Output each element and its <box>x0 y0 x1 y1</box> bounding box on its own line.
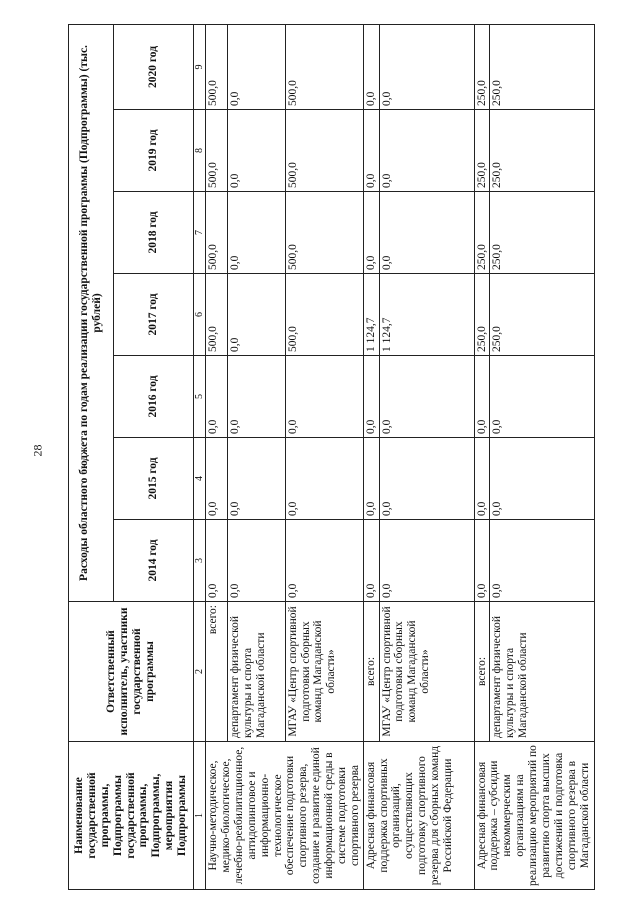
page-number: 28 <box>30 444 45 457</box>
header-year: 2018 год <box>114 192 194 274</box>
value-cell: 0,0 <box>490 438 595 520</box>
value-cell: 500,0 <box>285 192 363 274</box>
value-cell: 500,0 <box>206 192 228 274</box>
value-cell: 0,0 <box>206 520 228 602</box>
rotated-page-content <box>68 25 638 890</box>
budget-table <box>68 24 595 890</box>
executor-cell: всего: <box>363 602 379 742</box>
value-cell: 0,0 <box>363 438 379 520</box>
column-number: 9 <box>194 24 206 109</box>
value-cell: 500,0 <box>206 274 228 356</box>
header-executor: Ответственный исполнитель, участники государственной программы <box>69 602 194 742</box>
value-cell: 250,0 <box>474 110 490 192</box>
value-cell: 0,0 <box>228 24 286 109</box>
value-cell: 0,0 <box>228 192 286 274</box>
header-year: 2020 год <box>114 24 194 109</box>
value-cell: 1 124,7 <box>379 274 474 356</box>
value-cell: 0,0 <box>363 24 379 109</box>
value-cell: 0,0 <box>379 24 474 109</box>
program-name-cell: Научно-методическое, медико-биологическое, лечебно-реабилитационное, антидопинговое и информационно-технологическое обеспечение подготовки спортивного резерва, создание и развитие единой информационной среды в системе подготовки спортивного резерва <box>206 742 364 890</box>
program-name-cell: Адресная финансовая поддержка – субсидии некоммерческим организациям на реализацию мероприятий по развитию спорта высших достижений и подготовка спортивного резерва в Магаданской области <box>474 742 595 890</box>
value-cell: 250,0 <box>474 24 490 109</box>
value-cell: 500,0 <box>285 110 363 192</box>
value-cell: 500,0 <box>206 110 228 192</box>
header-budget-group: Расходы областного бюджета по годам реализации государственной программы (Подпрограммы) (тыс. рублей) <box>69 24 114 601</box>
header-year: 2015 год <box>114 438 194 520</box>
value-cell: 0,0 <box>285 438 363 520</box>
value-cell: 500,0 <box>285 24 363 109</box>
value-cell: 250,0 <box>490 24 595 109</box>
executor-cell: всего: <box>474 602 490 742</box>
header-year: 2019 год <box>114 110 194 192</box>
column-number: 8 <box>194 110 206 192</box>
value-cell: 0,0 <box>379 110 474 192</box>
column-number: 4 <box>194 438 206 520</box>
value-cell: 250,0 <box>490 110 595 192</box>
value-cell: 500,0 <box>285 274 363 356</box>
program-name-cell: Адресная финансовая поддержка спортивных организаций, осуществляющих подготовку спортивного резерва для сборных команд Российской Федерации <box>363 742 474 890</box>
value-cell: 0,0 <box>490 520 595 602</box>
value-cell: 0,0 <box>474 438 490 520</box>
value-cell: 0,0 <box>490 356 595 438</box>
header-year: 2014 год <box>114 520 194 602</box>
column-number: 3 <box>194 520 206 602</box>
value-cell: 0,0 <box>228 356 286 438</box>
value-cell: 0,0 <box>379 356 474 438</box>
value-cell: 0,0 <box>474 520 490 602</box>
column-number: 5 <box>194 356 206 438</box>
value-cell: 500,0 <box>206 24 228 109</box>
table-row <box>474 24 490 889</box>
executor-cell: всего: <box>206 602 228 742</box>
value-cell: 0,0 <box>228 438 286 520</box>
value-cell: 250,0 <box>474 274 490 356</box>
header-year: 2016 год <box>114 356 194 438</box>
executor-cell: МГАУ «Центр спортивной подготовки сборных команд Магаданской области» <box>379 602 474 742</box>
value-cell: 250,0 <box>490 274 595 356</box>
value-cell: 0,0 <box>228 274 286 356</box>
column-number: 1 <box>194 742 206 890</box>
value-cell: 0,0 <box>379 192 474 274</box>
table-row <box>363 24 379 889</box>
column-number: 6 <box>194 274 206 356</box>
value-cell: 250,0 <box>474 192 490 274</box>
column-number: 7 <box>194 192 206 274</box>
header-program-name: Наименование государственной программы, Подпрограммы государственной программы, Подпрограммы, мероприятия Подпрограммы <box>69 742 194 890</box>
value-cell: 250,0 <box>490 192 595 274</box>
value-cell: 0,0 <box>285 520 363 602</box>
value-cell: 1 124,7 <box>363 274 379 356</box>
value-cell: 0,0 <box>379 438 474 520</box>
header-year: 2017 год <box>114 274 194 356</box>
value-cell: 0,0 <box>206 438 228 520</box>
column-number: 2 <box>194 602 206 742</box>
value-cell: 0,0 <box>228 110 286 192</box>
value-cell: 0,0 <box>363 192 379 274</box>
executor-cell: МГАУ «Центр спортивной подготовки сборных команд Магаданской области» <box>285 602 363 742</box>
executor-cell: департамент физической культуры и спорта Магаданской области <box>228 602 286 742</box>
value-cell: 0,0 <box>379 520 474 602</box>
executor-cell: департамент физической культуры и спорта Магаданской области <box>490 602 595 742</box>
value-cell: 0,0 <box>363 520 379 602</box>
value-cell: 0,0 <box>285 356 363 438</box>
value-cell: 0,0 <box>206 356 228 438</box>
value-cell: 0,0 <box>228 520 286 602</box>
value-cell: 0,0 <box>474 356 490 438</box>
table-row <box>206 24 228 889</box>
value-cell: 0,0 <box>363 356 379 438</box>
value-cell: 0,0 <box>363 110 379 192</box>
